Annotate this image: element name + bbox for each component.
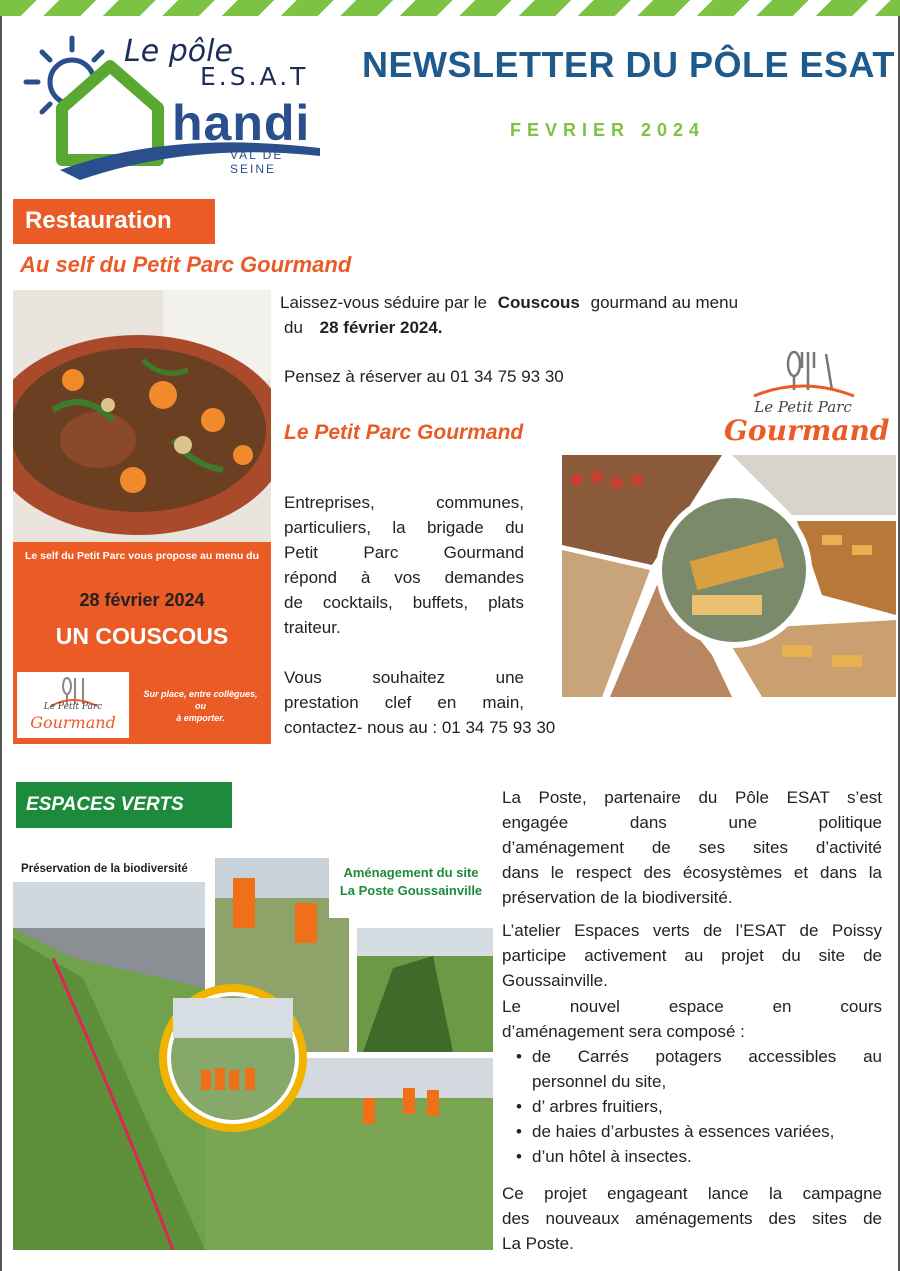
ev-para1-line: préservation de la biodiversité. [502, 888, 733, 907]
pg-para1-line: traiteur. [284, 618, 341, 637]
ev-para1-line: engagée dans une politique [502, 813, 882, 832]
poster-logo-line1: Le Petit Parc [43, 702, 103, 712]
poster-menu-item: UN COUSCOUS [55, 623, 229, 649]
page-title: NEWSLETTER DU PÔLE ESAT [362, 44, 895, 85]
list-item-continuation-text: personnel du site, [532, 1072, 667, 1091]
list-item: • d’un hôtel à insectes. [514, 1144, 882, 1169]
poster-place-line2: ou [195, 701, 206, 711]
pg-para1-line: répond à vos demandes [284, 568, 524, 587]
ev-para2-line: Goussainville. [502, 971, 608, 990]
newsletter-date: FEVRIER 2024 [510, 120, 706, 140]
ev-para1-line: d’aménagement de ses sites d’activité [502, 838, 882, 857]
photo-caption-amenagement-line1: Aménagement du site [343, 865, 479, 880]
petit-parc-description [284, 490, 524, 640]
ev-para1-line: La Poste, partenaire du Pôle ESAT s’est [502, 788, 882, 807]
photo-caption-amenagement [331, 864, 491, 900]
espaces-verts-photo-collage [13, 858, 493, 1250]
pg-para1-line: particuliers, la brigade du [284, 518, 524, 537]
ev-para4-line: Ce projet engageant lance la campagne [502, 1184, 882, 1203]
couscous-intro-line1 [280, 290, 800, 315]
ev-para4-line: La Poste. [502, 1234, 574, 1253]
logo-text-val-de-seine: VAL DE SEINE [230, 148, 284, 176]
petit-parc-offer [284, 665, 524, 715]
pg-logo-line1: Le Petit Parc [754, 398, 852, 416]
ev-para3-line: Le nouvel espace en cours [502, 997, 882, 1016]
ev-para1-line: dans le respect des écosystèmes et dans la [502, 863, 882, 882]
top-decorative-stripe [0, 0, 900, 16]
poster-logo-line2: Gourmand [30, 713, 116, 732]
logo-text-le-pole: Le pôle [124, 34, 233, 69]
la-poste-paragraph [502, 785, 882, 910]
list-item: • de Carrés potagers accessibles au [514, 1044, 882, 1069]
list-item-continuation [514, 1069, 882, 1094]
poster-place-line1: Sur place, entre collègues, [143, 689, 258, 699]
section-label-espaces-verts: ESPACES VERTS [16, 782, 232, 828]
poster-petit-parc-logo [17, 672, 129, 738]
petit-parc-gourmand-heading: Le Petit Parc Gourmand [284, 421, 524, 444]
pg-para1-line: Petit Parc Gourmand [284, 543, 524, 562]
logo-text-handi: handi [172, 95, 311, 151]
poster-date: 28 février 2024 [79, 590, 205, 610]
couscous-dish-photo [13, 290, 271, 542]
pole-esat-logo [20, 30, 330, 180]
conclusion-paragraph [502, 1181, 882, 1256]
poster-intro-text: Le self du Petit Parc vous propose au menu du [25, 550, 259, 562]
photo-caption-biodiversite: Préservation de la biodiversité [21, 863, 188, 875]
ev-para2-line: participe activement au projet du site de [502, 946, 882, 965]
section-label-restauration: Restauration [13, 199, 215, 244]
atelier-paragraph [502, 918, 882, 993]
pg-para2-line: prestation clef en main, [284, 693, 524, 712]
petit-parc-gourmand-logo [724, 348, 890, 450]
intro-suffix: gourmand au menu [590, 293, 739, 312]
pg-para2-line: Vous souhaitez une [284, 668, 524, 687]
couscous-menu-poster [13, 290, 271, 744]
petit-parc-contact: contactez- nous au : 01 34 75 93 30 [284, 718, 556, 737]
ev-para2-line: L’atelier Espaces verts de l’ESAT de Poissy [502, 921, 882, 940]
couscous-intro-line2 [284, 315, 584, 340]
section-subheading-self: Au self du Petit Parc Gourmand [20, 252, 352, 277]
reservation-text: Pensez à réserver au 01 34 75 93 30 [284, 367, 564, 386]
intro-prefix: Laissez-vous séduire par le [280, 293, 487, 312]
poster-place-line3: à emporter. [176, 713, 225, 723]
pg-para1-line: de cocktails, buffets, plats [284, 593, 524, 612]
pg-para1-line: Entreprises, communes, [284, 493, 524, 512]
logo-text-esat: E.S.A.T [200, 62, 309, 91]
nouvel-espace-paragraph [502, 994, 882, 1044]
ev-para3-line: d’aménagement sera composé : [502, 1022, 745, 1041]
intro-date: 28 février 2024. [319, 318, 443, 337]
page-border-left [0, 16, 2, 1271]
intro-du: du [284, 318, 303, 337]
poster-place-text [133, 688, 268, 724]
list-item: • d’ arbres fruitiers, [514, 1094, 882, 1119]
intro-bold-couscous: Couscous [497, 293, 580, 312]
photo-caption-amenagement-line2: La Poste Goussainville [339, 883, 483, 898]
ev-para4-line: des nouveaux aménagements des sites de [502, 1209, 882, 1228]
amenagement-list [514, 1044, 882, 1169]
list-item: • de haies d’arbustes à essences variées, [514, 1119, 882, 1144]
buffet-photo-collage [562, 455, 896, 697]
espaces-verts-photos [13, 858, 493, 1250]
pg-logo-line2: Gourmand [724, 414, 890, 447]
